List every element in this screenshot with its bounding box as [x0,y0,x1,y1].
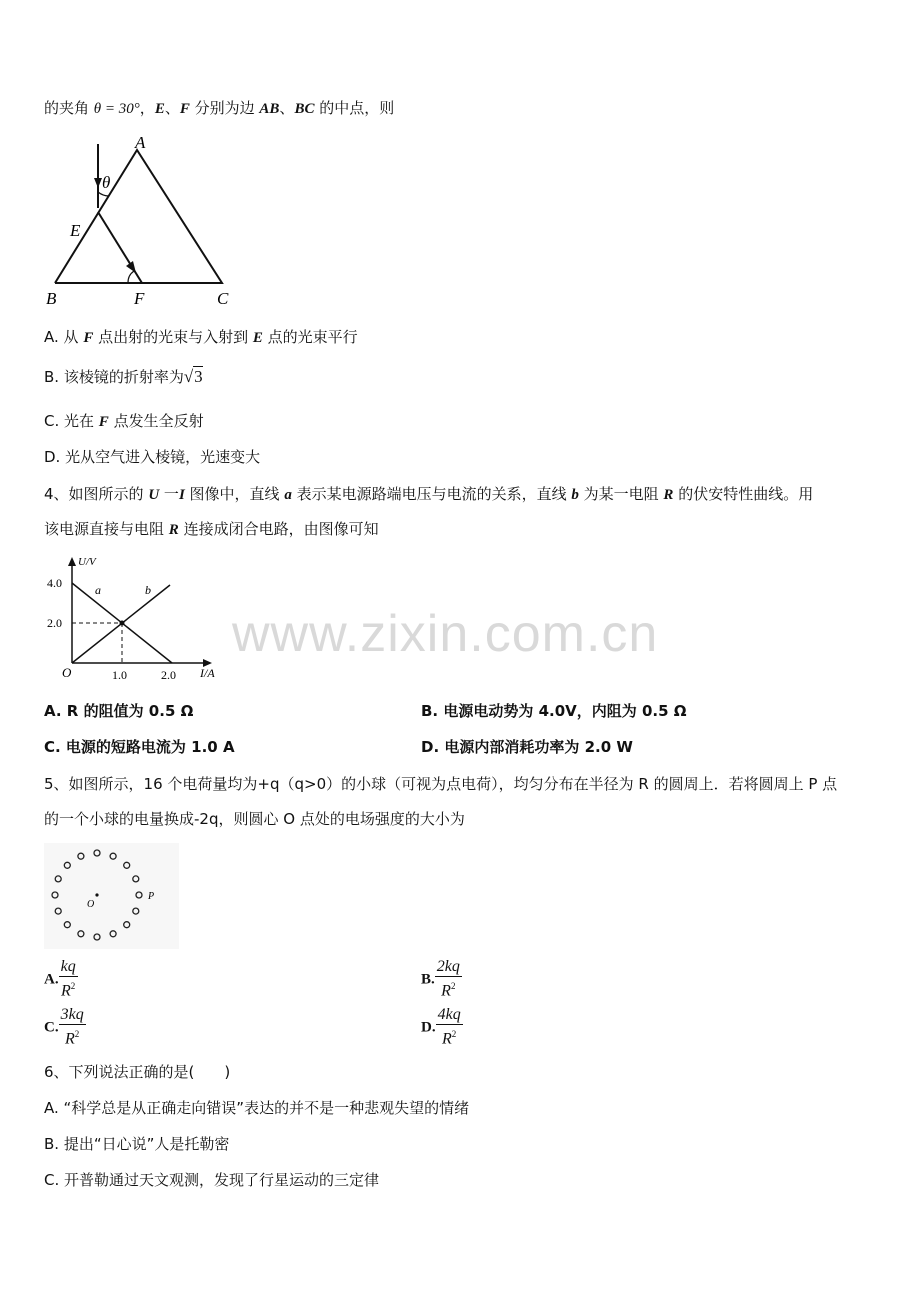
q3-option-d: D. 光从空气进入棱镜，光速变大 [44,448,261,466]
q3-option-c [44,410,204,431]
stem-text: 连接成闭合电路，由图像可知 [178,520,379,538]
q4-option-b: B. 电源电动势为 4.0V，内阻为 0.5 Ω [421,702,687,720]
symbol-r: R [663,487,674,503]
option-text: 点出射的光束与入射到 [93,328,253,346]
comma: ， [139,99,155,117]
exponent: 2 [70,981,76,991]
ui-graph [40,553,230,688]
numerator: 2kq [436,958,460,975]
symbol-i: I [178,487,185,503]
label-a: A [135,133,146,152]
option-letter: D. [421,1019,436,1036]
q3-option-b [44,366,203,387]
label-theta: θ [102,173,111,192]
denominator [59,1025,86,1048]
q5-option-c [44,1006,86,1048]
q4-stem-line1 [44,483,813,504]
option-text: 点发生全反射 [108,412,204,430]
q4-option-a: A. R 的阻值为 0.5 Ω [44,702,194,720]
sep: 、 [164,99,180,117]
q5-stem-line1: 5、如图所示，16 个电荷量均为+q（q>0）的小球（可视为点电荷），均匀分布在半径为 R 的圆周上．若将圆周上 P 点 [44,775,838,793]
q5-option-d [421,1006,463,1048]
sqrt-expression: √3 [183,367,203,386]
symbol-b: b [571,487,579,503]
q4-option-c: C. 电源的短路电流为 1.0 A [44,738,235,756]
angle-arc-f [128,271,134,283]
angle-expression: θ = 30° [93,101,140,117]
point-e: E [252,330,263,346]
sep: 、 [279,99,295,117]
stem-text: 图像中，直线 [184,485,285,503]
numerator: 3kq [60,1006,84,1023]
q4-stem-line2 [44,518,379,539]
symbol-r: R [168,522,179,538]
q5-stem-line2: 的一个小球的电量换成-2q，则圆心 O 点处的电场强度的大小为 [44,810,465,828]
stem-text: 的伏安特性曲线。用 [673,485,814,503]
denominator [59,977,78,1000]
point-e: E [154,101,165,117]
symbol-u: U [148,487,160,503]
y-axis-arrow-icon [68,557,76,566]
fraction [436,1006,463,1048]
exponent: 2 [74,1029,80,1039]
radicand: 3 [194,367,203,386]
theta-arc [98,192,109,196]
charge-ring-figure [44,843,179,949]
point-f: F [179,101,190,117]
q6-option-c: C. 开普勒通过天文观测，发现了行星运动的三定律 [44,1171,380,1189]
exponent: 2 [450,981,456,991]
numerator: kq [60,958,76,975]
stem-text: 为某一电阻 [578,485,664,503]
edge-ab: AB [259,101,280,117]
option-text: 点的光束平行 [262,328,358,346]
label-e: E [70,221,81,240]
q3-option-a [44,326,358,347]
intersection-point [120,621,125,626]
q6-option-b: B. 提出“日心说”人是托勒密 [44,1135,230,1153]
edge-bc: BC [294,101,315,117]
option-letter: A. [44,971,59,988]
refracted-arrow-icon [126,261,136,273]
prism-triangle [55,150,222,283]
q3-stem-text: 的中点，则 [314,99,395,117]
center-dot [95,893,98,896]
label-p: P [148,891,155,902]
denominator [435,977,462,1000]
incident-arrow-icon [94,178,102,188]
fraction [59,1006,86,1048]
q3-stem-text: 分别为边 [189,99,260,117]
option-text: A. 从 [44,328,84,346]
label-o: O [87,899,95,910]
option-text: C. 光在 [44,412,99,430]
q4-option-d: D. 电源内部消耗功率为 2.0 W [421,738,633,756]
q3-stem [44,97,394,118]
stem-text: 一 [159,485,179,503]
denominator-base: R [442,1030,452,1048]
label-b: B [46,289,57,308]
point-f: F [98,414,109,430]
prism-figure [40,130,240,310]
point-f: F [83,330,94,346]
q6-option-a: A. “科学总是从正确走向错误”表达的并不是一种悲观失望的情绪 [44,1099,470,1117]
numerator: 4kq [437,1006,461,1023]
stem-text: 该电源直接与电阻 [44,520,169,538]
denominator-base: R [441,982,451,1000]
denominator [436,1025,463,1048]
denominator-base: R [65,1030,75,1048]
denominator-base: R [61,982,71,1000]
option-text: B. 该棱镜的折射率为 [44,368,184,386]
watermark: www.zixin.com.cn [232,605,659,663]
q6-stem: 6、下列说法正确的是( ) [44,1063,231,1081]
fraction [59,958,78,1000]
option-letter: B. [421,971,435,988]
x-tick-2: 2.0 [161,668,176,682]
option-letter: C. [44,1019,59,1036]
fraction [435,958,462,1000]
stem-text: 表示某电源路端电压与电流的关系，直线 [291,485,572,503]
q3-stem-text: 的夹角 [44,99,90,117]
line-a-label: a [95,583,101,597]
y-tick-4: 4.0 [47,576,62,590]
q5-option-b [421,958,462,1000]
q5-option-a [44,958,78,1000]
y-tick-2: 2.0 [47,616,62,630]
x-tick-1: 1.0 [112,668,127,682]
x-axis-label: I/A [200,666,215,680]
label-f: F [134,289,145,308]
symbol-a: a [284,487,292,503]
stem-text: 4、如图所示的 [44,485,149,503]
line-b-label: b [145,583,151,597]
origin-label: O [62,665,72,680]
exponent: 2 [451,1029,457,1039]
y-axis-label: U/V [78,556,96,568]
label-c: C [217,289,229,308]
